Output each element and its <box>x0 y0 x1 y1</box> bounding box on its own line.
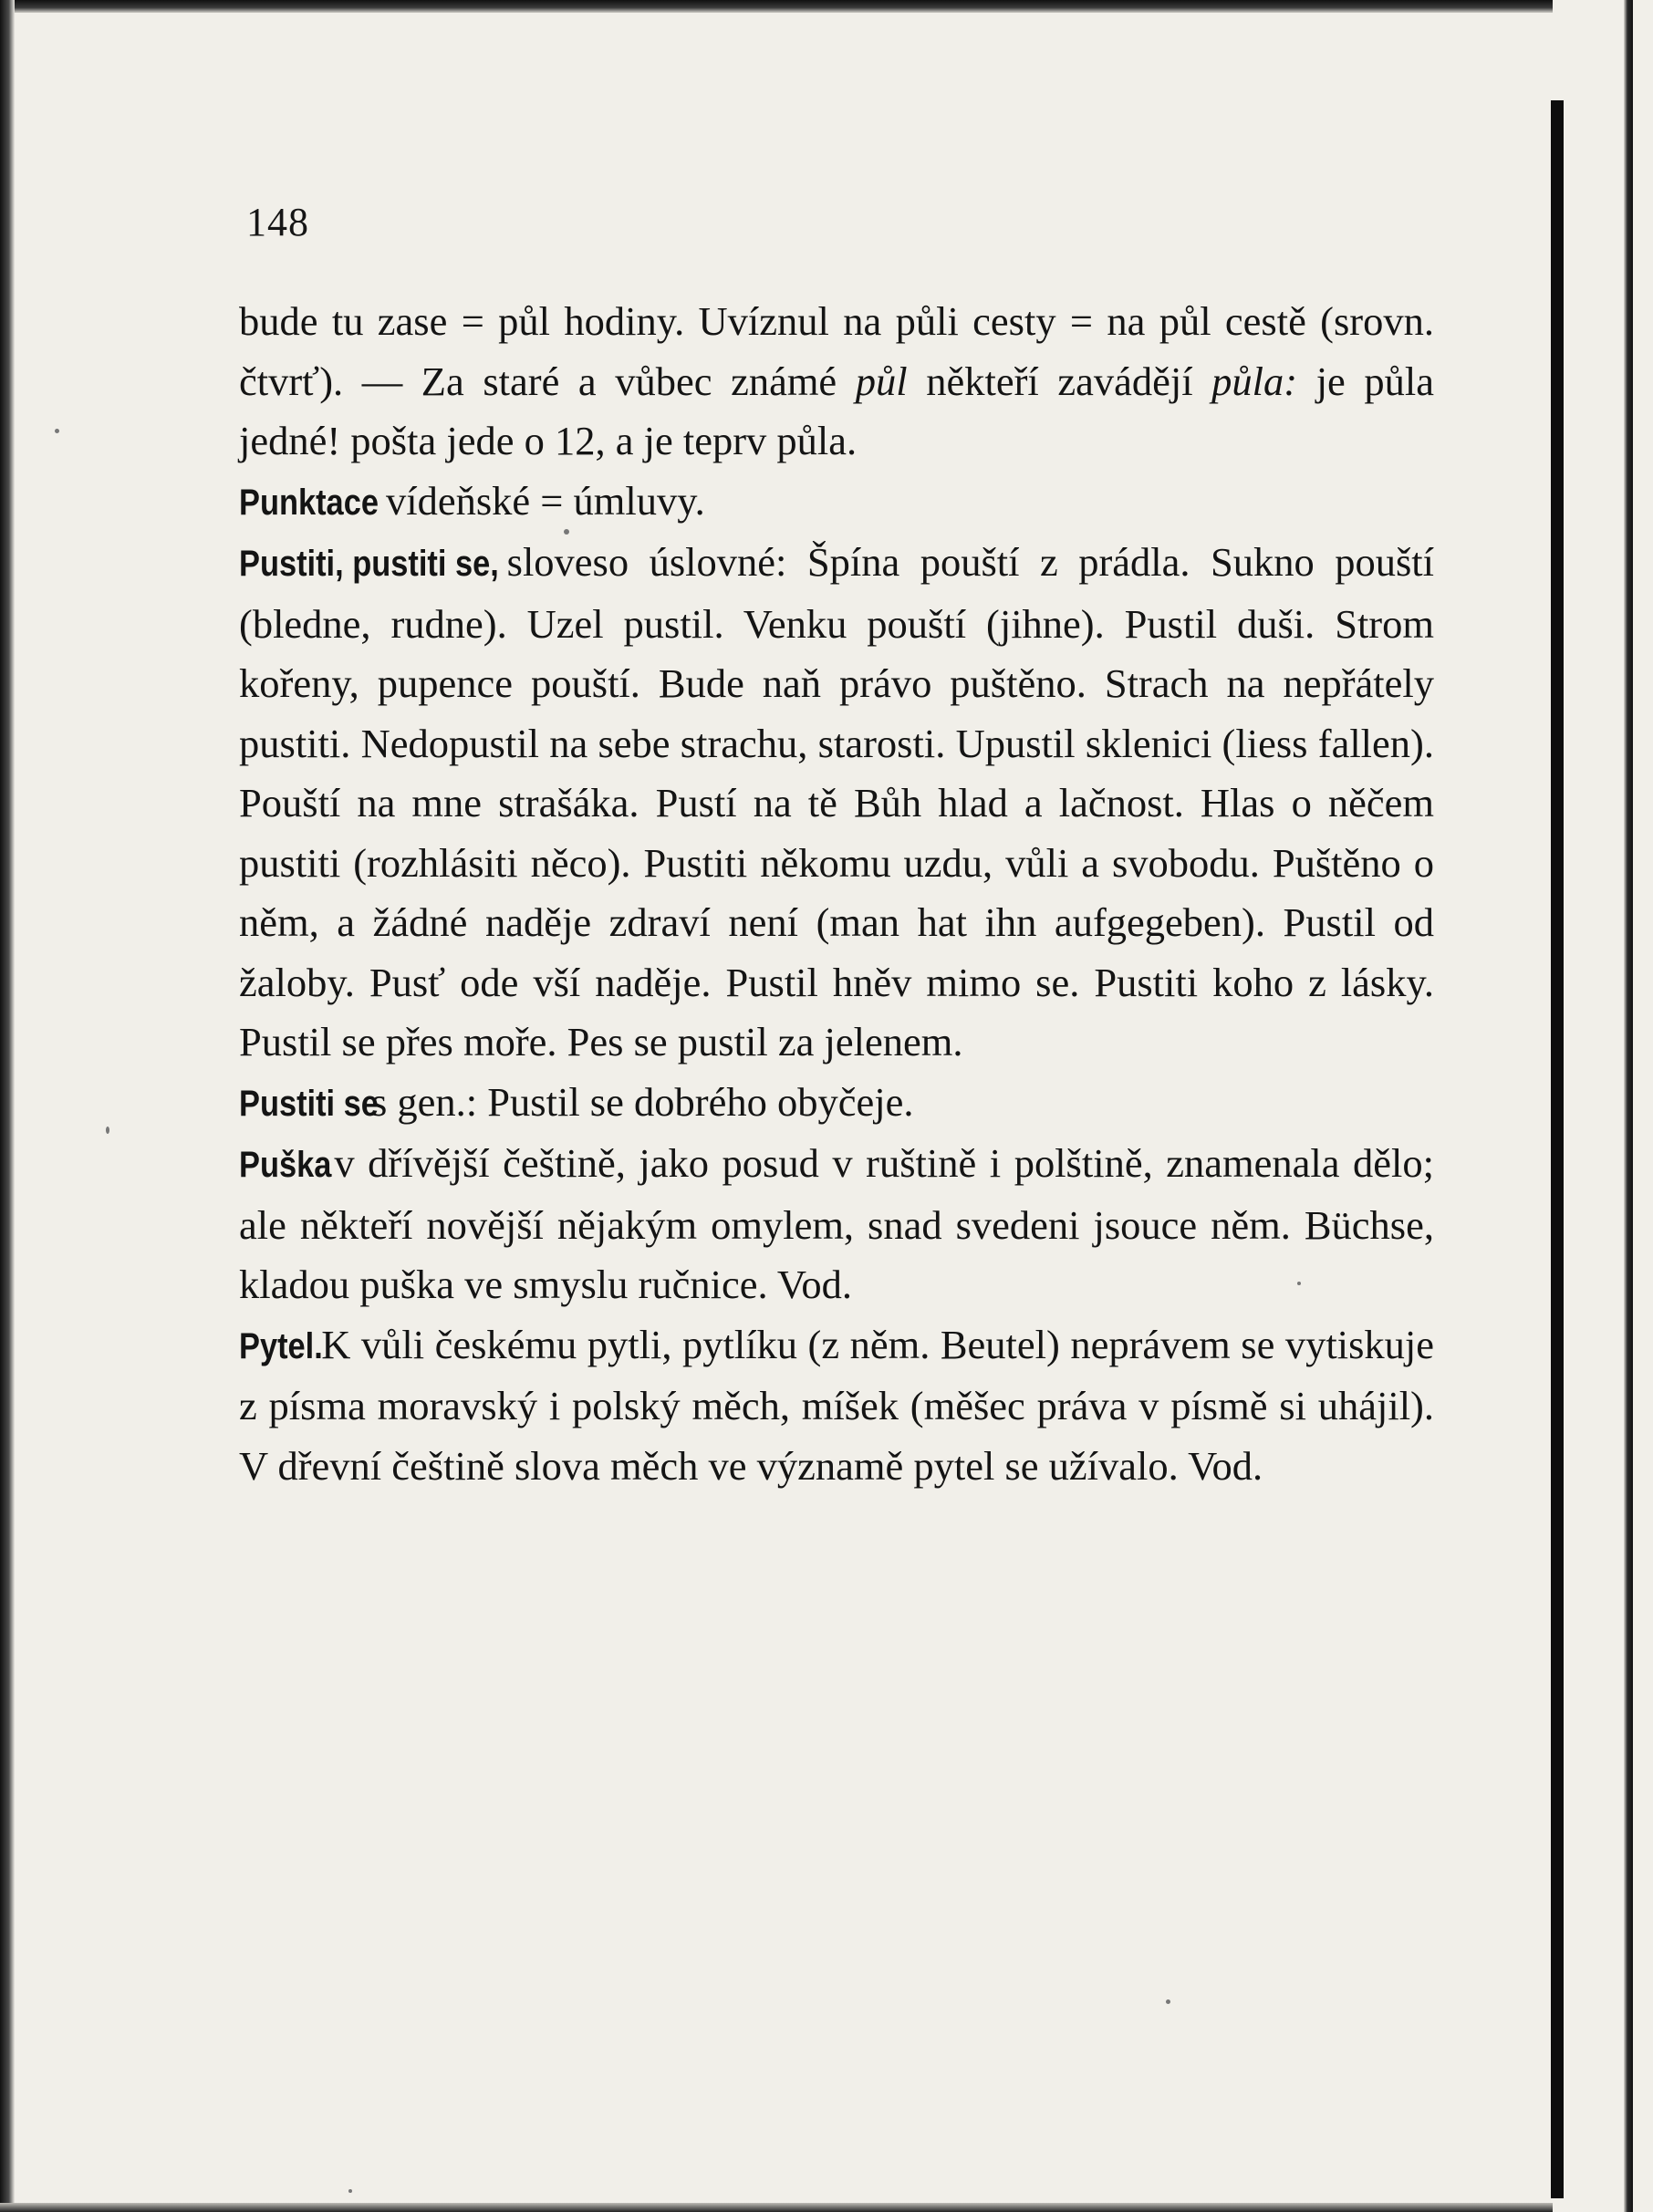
entry-body: vídeňské = úmluvy. <box>375 477 705 524</box>
entry-body: sloveso úslovné: Špína pouští z prádla. Sukno pouští (bledne, rudne). Uzel pustil. Venku pouští (jihne). Pustil duši. Strom kořeny, pupence pouští. Bude naň právo puštěno. Strach na nepřátely pustiti. Nedopustil na sebe strachu, starosti. Upustil sklenici (liess fallen). Pouští na mne strašáka. Pustí na tě Bůh hlad a lačnost. Hlas o něčem pustiti (rozhlásiti něco). Pustiti někomu uzdu, vůli a svobodu. Puštěno o něm, a žádné naděje zdraví není (man hat ihn aufgegeben). Pustil od žaloby. Pusť ode vší naděje. Pustil hněv mimo se. Pustiti koho z lásky. Pustil se přes moře. Pes se pustil za jelenem. <box>239 539 1434 1064</box>
paper-speck <box>106 1127 109 1134</box>
entry-headword: Pustiti, pustiti se, <box>239 544 499 584</box>
text-segment: někteří zavádějí <box>907 358 1212 404</box>
book-spine-shadow <box>1551 100 1564 2198</box>
text-segment: bude tu zase = půl hodiny. Uvíznul na půli cesty = na půl cestě (srovn. čtvrť). — Za staré a vůbec známé <box>239 298 1434 404</box>
entry-pustiti-se <box>239 1073 1434 1135</box>
entry-punktace <box>239 472 1434 534</box>
entry-puska <box>239 1134 1434 1315</box>
book-edge-shadow <box>1624 0 1633 2212</box>
page-edge-top <box>0 0 1653 13</box>
italic-term: půl <box>855 358 908 404</box>
page-text <box>239 292 1434 1496</box>
entry-headword: Punktace <box>239 482 379 523</box>
italic-term: půla: <box>1211 358 1298 404</box>
entry-body: v dřívější češtině, jako posud v ruštině i polštině, znamenala dělo; ale někteří novější nějakým omylem, snad svedeni jsouce něm. Büchse, kladou puška ve smyslu ručnice. Vod. <box>239 1140 1434 1307</box>
entry-headword: Pustiti se <box>239 1083 379 1124</box>
entry-body: K vůli českému pytli, pytlíku (z něm. Beutel) neprávem se vytiskuje z písma moravský i polský měch, míšek (měšec práva v písmě si uhájil). V dřevní češtině slova měch ve významě pytel se užívalo. Vod. <box>239 1321 1434 1489</box>
page-number: 148 <box>246 200 309 244</box>
page-margin-right <box>1553 0 1653 2212</box>
entry-pustiti <box>239 533 1434 1073</box>
entry-pytel <box>239 1315 1434 1497</box>
page-edge-bottom <box>0 2203 1653 2212</box>
entry-headword: Puška <box>239 1145 332 1185</box>
paper-speck <box>1166 1999 1170 2004</box>
paper-speck <box>55 429 59 433</box>
text-segment: je půla jedné! pošta jede o 12, a je teprv půla. <box>239 358 1435 463</box>
entry-body: s gen.: Pustil se dobrého obyčeje. <box>360 1078 914 1125</box>
paragraph-pul <box>239 292 1434 472</box>
page-edge-left <box>0 0 15 2212</box>
paper-speck <box>348 2189 352 2193</box>
entry-headword: Pytel. <box>239 1325 323 1366</box>
